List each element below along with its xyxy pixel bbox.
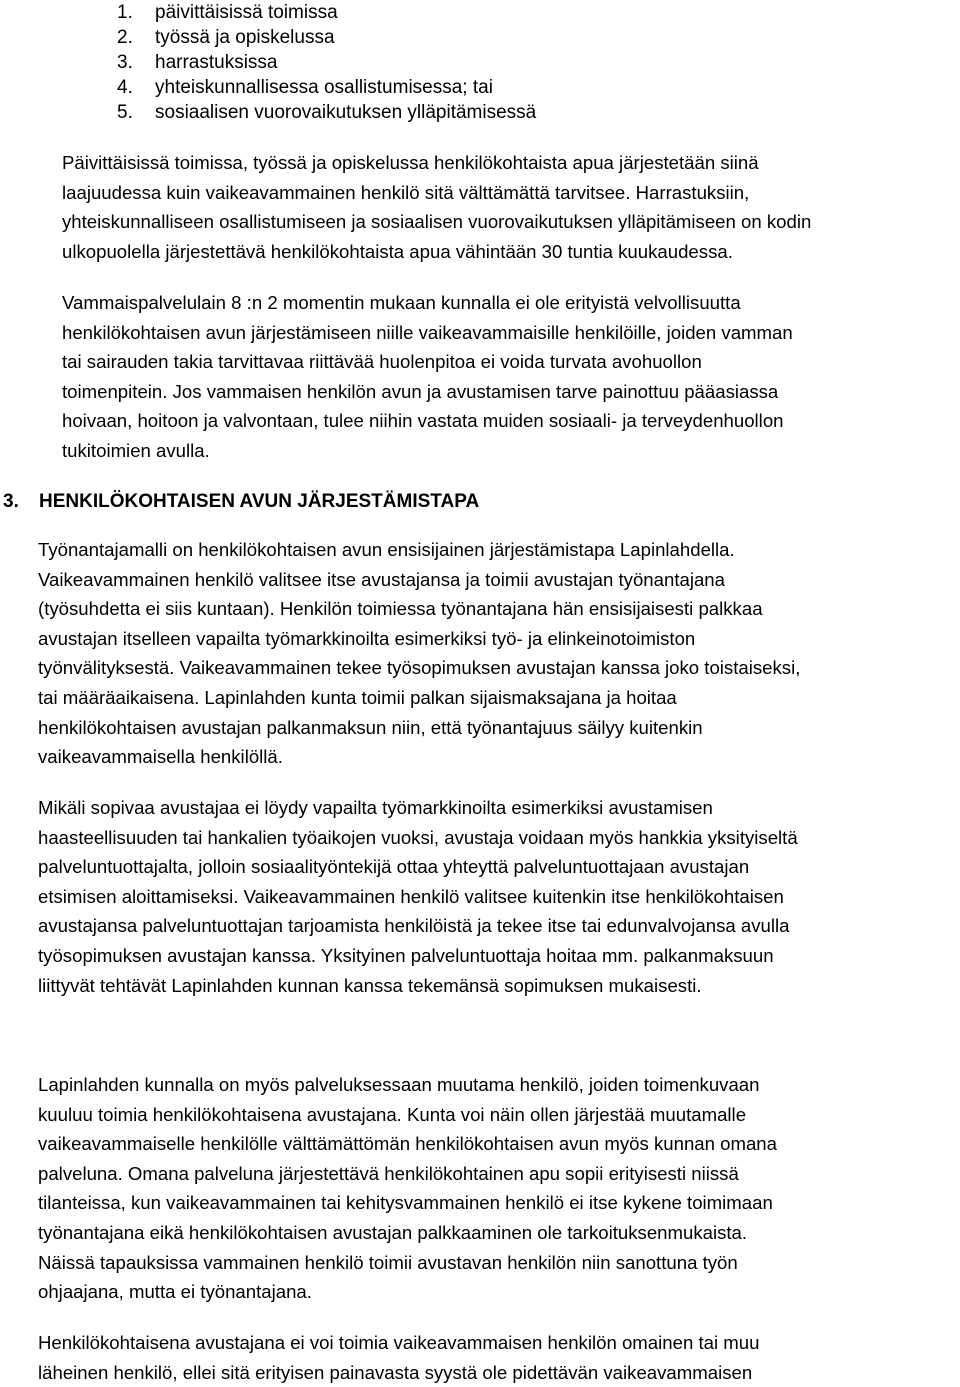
list-item — [117, 50, 536, 75]
text-line: etsimisen aloittamiseksi. Vaikeavammainen henkilö valitsee kuitenkin itse henkilökohtaisen — [38, 885, 784, 907]
text-line: työnantajana eikä henkilökohtaisen avustajan palkkaaminen ole tarkoituksenmukaista. — [38, 1221, 748, 1243]
paragraph-assistance-scope — [62, 148, 811, 266]
text-line: tai määräaikaisena. Lapinlahden kunta toimii palkan sijaismaksajana ja hoitaa — [38, 686, 677, 708]
section-heading — [3, 488, 479, 516]
text-line: avustajansa palveluntuottajan tarjoamista henkilöistä ja tekee itse tai edunvalvojansa avulla — [38, 915, 790, 937]
list-text: yhteiskunnallisessa osallistumisessa; tai — [155, 77, 493, 98]
text-line: Päivittäisissä toimissa, työssä ja opiskelussa henkilökohtaista apua järjestetään siinä — [62, 152, 759, 173]
list-number: 4. — [117, 77, 133, 98]
text-line: läheinen henkilö, ellei sitä erityisen painavasta syystä ole pidettävän vaikeavammaisen — [38, 1361, 753, 1383]
list-number: 5. — [117, 102, 133, 123]
text-line: työnvälityksestä. Vaikeavammainen tekee työsopimuksen avustajan kanssa joko toistaiseksi, — [38, 657, 801, 679]
text-line: ohjaajana, mutta ei työnantajana. — [38, 1281, 312, 1303]
paragraph-municipal-obligation — [62, 288, 793, 466]
text-line: vaikeavammaisella henkilöllä. — [38, 746, 283, 768]
text-line: Henkilökohtaisena avustajana ei voi toimia vaikeavammaisen henkilön omainen tai muu — [38, 1332, 760, 1353]
list-text: työssä ja opiskelussa — [155, 27, 335, 48]
text-line: liittyvät tehtävät Lapinlahden kunnan kanssa tekemänsä sopimuksen mukaisesti. — [38, 974, 702, 996]
text-line: (työsuhdetta ei siis kuntaan). Henkilön toimiessa työnantajana hän ensisijaisesti palkkaa — [38, 598, 763, 620]
text-line: avustajan itselleen vapailta työmarkkinoilta esimerkiksi työ- ja elinkeinotoimiston — [38, 627, 696, 649]
text-line: tukitoimien avulla. — [62, 439, 210, 461]
text-line: Mikäli sopivaa avustajaa ei löydy vapailta työmarkkinoilta esimerkiksi avustamisen — [38, 797, 713, 818]
text-line: tai sairauden takia tarvittavaa riittävää huolenpitoa ei voida turvata avohuollon — [62, 351, 702, 373]
list-item — [117, 0, 536, 25]
text-line: vaikeavammaiselle henkilölle välttämättömän henkilökohtaisen avun myös kunnan omana — [38, 1133, 777, 1155]
text-line: henkilökohtaisen avustajan palkanmaksun niin, että työnantajuus säilyy kuitenkin — [38, 716, 703, 738]
section-number: 3. — [3, 491, 19, 512]
text-line: haasteellisuuden tai hankalien työaikojen vuoksi, avustaja voidaan myös hankkia yksityiseltä — [38, 826, 798, 848]
text-line: Näissä tapauksissa vammainen henkilö toimii avustavan henkilön niin sanottuna työn — [38, 1251, 738, 1273]
paragraph-municipal-staff — [38, 1070, 777, 1307]
list-text: harrastuksissa — [155, 52, 278, 73]
text-line: toimenpitein. Jos vammaisen henkilön avun ja avustamisen tarve painottuu pääasiassa — [62, 380, 779, 402]
numbered-list — [117, 0, 536, 125]
list-text: sosiaalisen vuorovaikutuksen ylläpitämisessä — [155, 102, 537, 123]
text-line: ulkopuolella järjestettävä henkilökohtaista apua vähintään 30 tuntia kuukaudessa. — [62, 240, 733, 262]
list-item — [117, 25, 536, 50]
text-line: laajuudessa kuin vaikeavammainen henkilö sitä välttämättä tarvitsee. Harrastuksiin, — [62, 181, 750, 203]
text-line: palveluntuottajalta, jolloin sosiaalityöntekijä ottaa yhteyttä palveluntuottajaan avustajan — [38, 856, 750, 878]
list-number: 2. — [117, 27, 133, 48]
list-number: 1. — [117, 2, 133, 23]
list-text: päivittäisissä toimissa — [155, 2, 338, 23]
text-line: yhteiskunnalliseen osallistumiseen ja sosiaalisen vuorovaikutuksen ylläpitämiseen on kodin — [62, 211, 812, 233]
text-line: Lapinlahden kunnalla on myös palveluksessaan muutama henkilö, joiden toimenkuvaan — [38, 1074, 760, 1095]
text-line: tilanteissa, kun vaikeavammainen tai kehitysvammainen henkilö ei itse kykene toimimaan — [38, 1192, 773, 1214]
paragraph-employer-model — [38, 535, 800, 772]
text-line: hoivaan, hoitoon ja valvontaan, tulee niihin vastata muiden sosiaali- ja terveydenhuollon — [62, 410, 784, 432]
paragraph-service-provider — [38, 793, 798, 1000]
text-line: kuuluu toimia henkilökohtaisena avustajana. Kunta voi näin ollen järjestää muutamalle — [38, 1103, 747, 1125]
text-line: työsopimuksen avustajan kanssa. Yksityinen palveluntuottaja hoitaa mm. palkanmaksuun — [38, 944, 774, 966]
text-line: Vammaispalvelulain 8 :n 2 momentin mukaan kunnalla ei ole erityistä velvollisuutta — [62, 292, 741, 313]
text-line: Työnantajamalli on henkilökohtaisen avun ensisijainen järjestämistapa Lapinlahdella. — [38, 539, 735, 560]
list-item — [117, 100, 536, 125]
list-number: 3. — [117, 52, 133, 73]
text-line: Vaikeavammainen henkilö valitsee itse avustajansa ja toimii avustajan työnantajana — [38, 568, 725, 590]
text-line: palveluna. Omana palveluna järjestettävä henkilökohtainen apu sopii erityisesti niissä — [38, 1162, 739, 1184]
text-line: henkilökohtaisen avun järjestämiseen niille vaikeavammaisille henkilöille, joiden vamman — [62, 321, 793, 343]
list-item — [117, 75, 536, 100]
section-title: HENKILÖKOHTAISEN AVUN JÄRJESTÄMISTAPA — [39, 491, 480, 512]
paragraph-relatives — [38, 1328, 759, 1387]
